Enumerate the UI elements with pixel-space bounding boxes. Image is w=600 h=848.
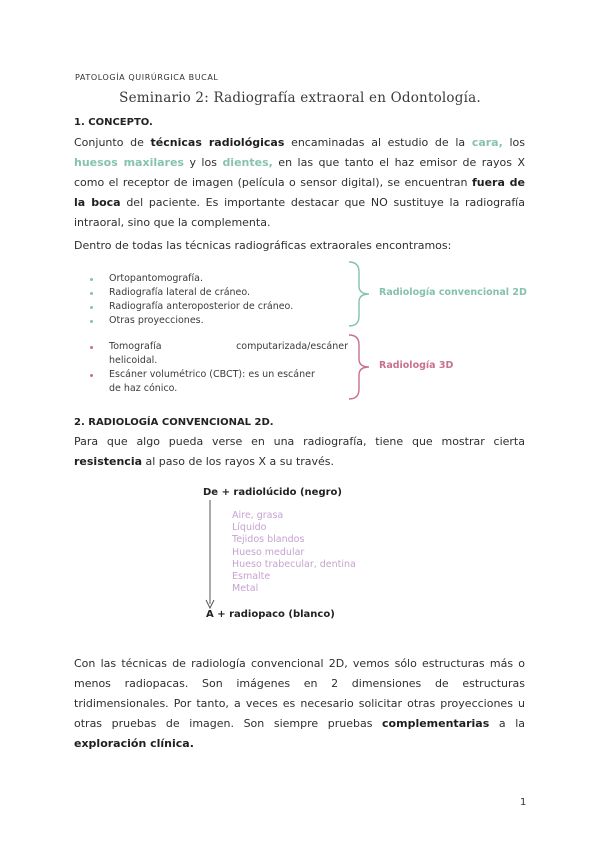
- list-item: Tomografía computarizada/escáner: [88, 340, 348, 354]
- list-item: Tejidos blandos: [232, 534, 305, 546]
- section1-heading: 1. CONCEPTO.: [74, 117, 153, 128]
- list-item: Escáner volumétrico (CBCT): es un escáner: [88, 368, 348, 382]
- radiologia-2d-label: Radiología convencional 2D: [379, 287, 527, 298]
- scale-bottom-label: A + radiopaco (blanco): [206, 609, 335, 620]
- list-item: Esmalte: [232, 570, 271, 582]
- intro-paragraph: Dentro de todas las técnicas radiográficas extraorales encontramos:: [74, 239, 452, 252]
- list-item: Metal: [232, 583, 259, 595]
- list-item: Hueso trabecular, dentina: [232, 558, 356, 570]
- list-item: helicoidal.: [109, 355, 158, 366]
- page-number: 1: [520, 797, 527, 808]
- list-item: Radiografía lateral de cráneo.: [88, 286, 293, 300]
- list-item: Ortopantomografía.: [88, 272, 293, 286]
- list-2d: [88, 272, 293, 328]
- arrow-down-icon: [204, 500, 216, 612]
- section2-heading: 2. RADIOLOGÍA CONVENCIONAL 2D.: [74, 417, 274, 428]
- resistance-paragraph: Para que algo pueda verse en una radiografía, tiene que mostrar cierta resistencia al paso de los rayos X a su través.: [74, 435, 525, 468]
- list-item: de haz cónico.: [109, 383, 178, 394]
- concept-paragraph: Conjunto de técnicas radiológicas encaminadas al estudio de la cara, los huesos maxilares y los dientes, en las que tanto el haz emisor de rayos X como el receptor de imagen (película o sensor digital), se encuentran fuera de la boca del paciente. Es importante destacar que NO sustituye la radiografía intraoral, sino que la complementa.: [74, 136, 526, 229]
- scale-top-label: De + radiolúcido (negro): [203, 487, 342, 498]
- list-item: Hueso medular: [232, 546, 305, 558]
- list-3d: [88, 340, 348, 396]
- radiodensity-list: [232, 510, 356, 595]
- list-item: Aire, grasa: [232, 510, 284, 521]
- conventional-2d-paragraph: Con las técnicas de radiología convencional 2D, vemos sólo estructuras más o menos radiopacas. Son imágenes en 2 dimensiones de estructuras tridimensionales. Por tanto, a veces es necesario solicitar otras proyecciones u otras pruebas de imagen. Son siempre pruebas complementarias a la exploración clínica.: [74, 657, 525, 750]
- running-header: PATOLOGÍA QUIRÚRGICA BUCAL: [75, 73, 219, 82]
- brace-3d-icon: [343, 333, 373, 401]
- list-item: Otras proyecciones.: [88, 314, 293, 328]
- list-item: Radiografía anteroposterior de cráneo.: [88, 300, 293, 314]
- page-title: Seminario 2: Radiografía extraoral en Odontología.: [119, 90, 481, 106]
- list-item: Líquido: [232, 522, 267, 534]
- brace-2d-icon: [343, 260, 373, 328]
- radiologia-3d-label: Radiología 3D: [379, 360, 454, 371]
